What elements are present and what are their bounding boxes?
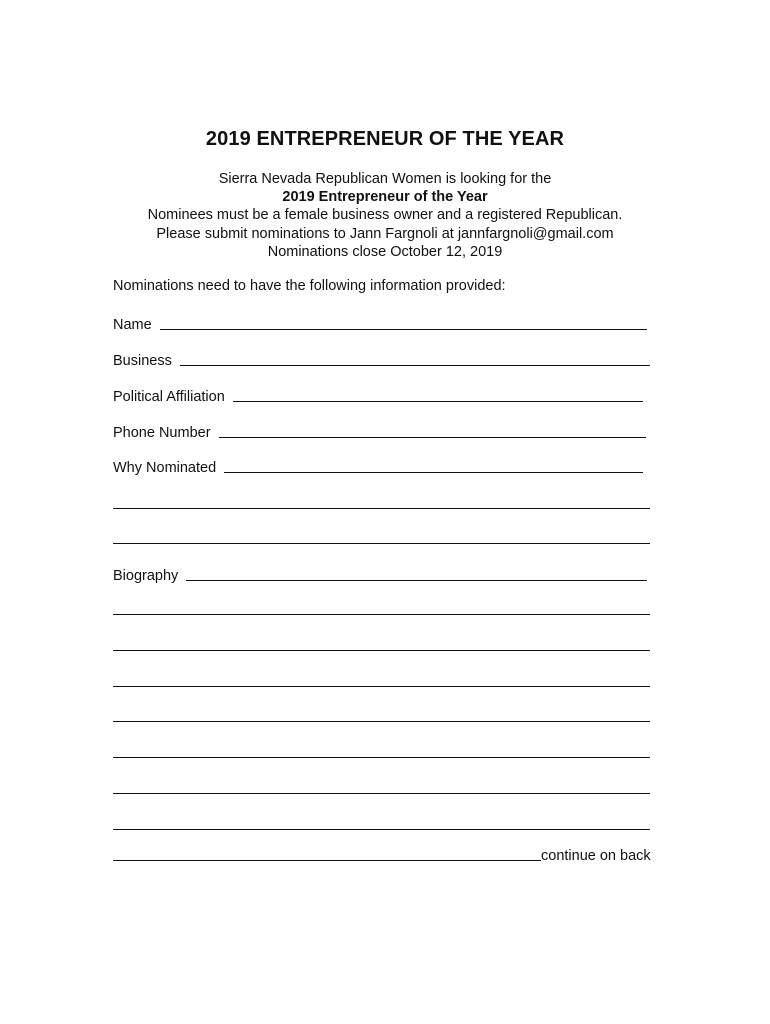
why-nominated-label: Why Nominated: [113, 460, 217, 476]
why-nominated-line[interactable]: [224, 472, 643, 473]
biography-label: Biography: [113, 568, 179, 584]
intro-submission: Please submit nominations to Jann Fargnoli at jannfargnoli@gmail.com: [156, 225, 614, 242]
biography-line-5[interactable]: [113, 721, 650, 722]
name-line[interactable]: [160, 329, 647, 330]
biography-line-2[interactable]: [113, 614, 650, 615]
name-label: Name: [113, 317, 152, 333]
form-title: 2019 ENTREPRENEUR OF THE YEAR: [205, 128, 565, 150]
biography-line[interactable]: [186, 580, 647, 581]
why-nominated-line-2[interactable]: [113, 508, 650, 509]
phone-number-line[interactable]: [219, 437, 646, 438]
biography-line-9[interactable]: [113, 860, 541, 861]
political-affiliation-field: [113, 385, 643, 405]
continue-on-back-text: continue on back: [541, 848, 651, 864]
phone-number-label: Phone Number: [113, 425, 211, 441]
business-label: Business: [113, 353, 172, 369]
intro-block: [0, 170, 770, 261]
political-affiliation-label: Political Affiliation: [113, 389, 225, 405]
intro-award-name: 2019 Entrepreneur of the Year: [282, 189, 488, 206]
biography-line-4[interactable]: [113, 686, 650, 687]
why-nominated-line-3[interactable]: [113, 543, 650, 544]
why-nominated-field: [113, 456, 643, 476]
business-field: [113, 349, 650, 369]
business-line[interactable]: [180, 365, 650, 366]
political-affiliation-line[interactable]: [233, 401, 643, 402]
phone-number-field: [113, 421, 646, 441]
biography-field: [113, 564, 647, 584]
intro-eligibility: Nominees must be a female business owner and a registered Republican.: [147, 207, 623, 224]
name-field: [113, 313, 647, 333]
intro-deadline: Nominations close October 12, 2019: [267, 243, 503, 260]
biography-line-8[interactable]: [113, 829, 650, 830]
biography-line-6[interactable]: [113, 757, 650, 758]
biography-line-7[interactable]: [113, 793, 650, 794]
instructions-text: Nominations need to have the following information provided:: [113, 278, 506, 294]
continue-row: [113, 848, 651, 864]
biography-line-3[interactable]: [113, 650, 650, 651]
intro-line-1: Sierra Nevada Republican Women is looking for the: [218, 171, 552, 187]
